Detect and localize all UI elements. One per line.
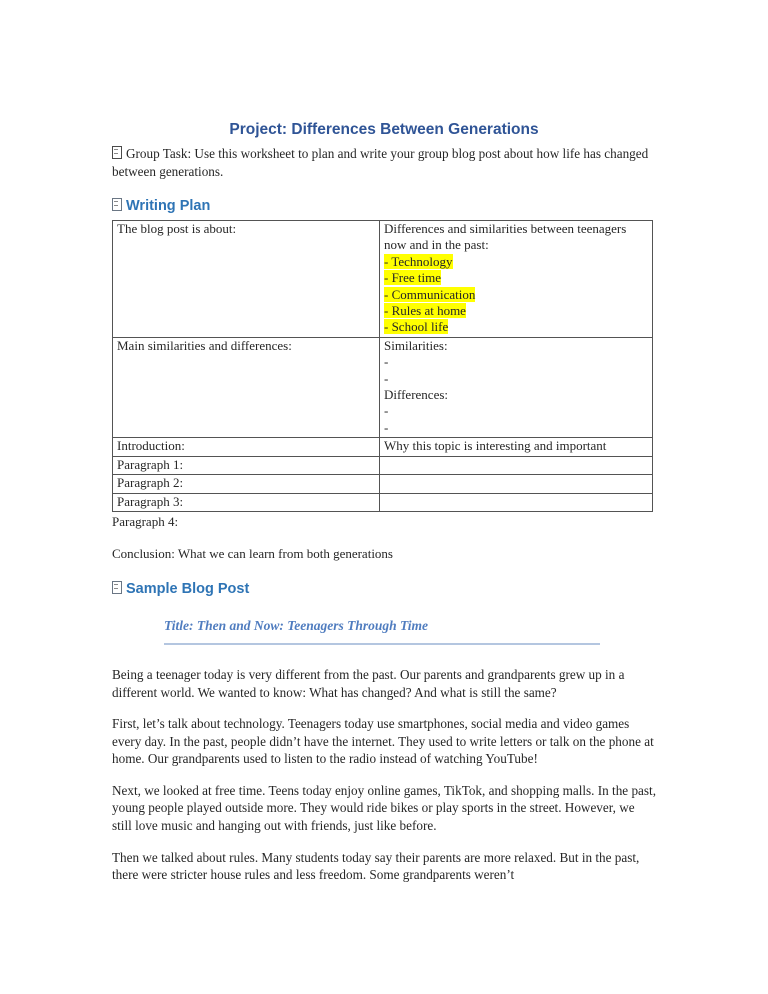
cell-label: The blog post is about: bbox=[113, 221, 380, 338]
cell-label: Paragraph 1: bbox=[113, 456, 380, 474]
table-row bbox=[113, 456, 653, 474]
table-row bbox=[113, 438, 653, 456]
cell-value: Why this topic is interesting and important bbox=[380, 438, 653, 456]
cell-value bbox=[380, 475, 653, 493]
group-task-text: Group Task: Use this worksheet to plan and write your group blog post about how life has changed between generations. bbox=[112, 146, 649, 179]
sample-blog-heading-text: Sample Blog Post bbox=[126, 580, 250, 597]
highlight-item: - Communication bbox=[384, 286, 476, 302]
highlight-item: - Technology bbox=[384, 253, 453, 269]
paragraph4-label: Paragraph 4: bbox=[112, 513, 179, 529]
blog-body bbox=[112, 666, 656, 884]
cell-line: - bbox=[384, 419, 389, 435]
highlight-item: - School life bbox=[384, 319, 449, 335]
cell-value bbox=[380, 221, 653, 338]
cell-line: - bbox=[384, 403, 389, 419]
blog-paragraph: First, let’s talk about technology. Teenagers today use smartphones, social media and video games every day. In the past, people didn’t have the internet. They used to write letters or talk on the phone at home. Our grandparents used to listen to the radio instead of watching YouTube! bbox=[112, 716, 654, 767]
table-row bbox=[113, 337, 653, 437]
section-heading-sample-blog bbox=[112, 580, 656, 598]
blog-paragraph: Then we talked about rules. Many students today say their parents are more relaxed. But in the past, there were stricter house rules and less freedom. Some grandparents weren’t bbox=[112, 849, 640, 883]
missing-glyph-icon bbox=[112, 198, 122, 211]
cell-label: Main similarities and differences: bbox=[113, 337, 380, 437]
conclusion-note: Conclusion: What we can learn from both generations bbox=[112, 546, 393, 562]
cell-line: - bbox=[384, 370, 389, 386]
blog-paragraph: Being a teenager today is very different from the past. Our parents and grandparents grew up in a different world. We wanted to know: What has changed? And what is still the same? bbox=[112, 666, 625, 700]
section-heading-writing-plan bbox=[112, 197, 656, 215]
table-row bbox=[113, 475, 653, 493]
group-task-note bbox=[112, 145, 656, 180]
table-row bbox=[113, 493, 653, 511]
cell-line: Similarities: bbox=[384, 337, 448, 353]
cell-line: - bbox=[384, 354, 389, 370]
writing-plan-table bbox=[112, 220, 653, 512]
cell-label: Paragraph 2: bbox=[113, 475, 380, 493]
cell-value bbox=[380, 456, 653, 474]
missing-glyph-icon bbox=[112, 581, 122, 594]
cell-line: Differences: bbox=[384, 387, 449, 403]
missing-glyph-icon bbox=[112, 146, 122, 159]
cell-intro-text: Differences and similarities between teenagers now and in the past: bbox=[384, 221, 627, 253]
cell-value bbox=[380, 493, 653, 511]
blog-paragraph: Next, we looked at free time. Teens today enjoy online games, TikTok, and shopping malls. In the past, young people played outside more. They would ride bikes or play sports in the street. However, we still love music and hanging out with friends, just like before. bbox=[112, 782, 656, 834]
cell-label: Introduction: bbox=[113, 438, 380, 456]
table-row bbox=[113, 221, 653, 338]
blog-post-title: Title: Then and Now: Teenagers Through Time bbox=[164, 617, 429, 633]
highlight-item: - Rules at home bbox=[384, 303, 466, 319]
blog-post-title-block bbox=[164, 617, 600, 645]
highlight-item: - Free time bbox=[384, 270, 442, 286]
page-title: Project: Differences Between Generations bbox=[229, 121, 539, 138]
cell-value bbox=[380, 337, 653, 437]
writing-plan-heading-text: Writing Plan bbox=[126, 198, 211, 214]
cell-label: Paragraph 3: bbox=[113, 493, 380, 511]
